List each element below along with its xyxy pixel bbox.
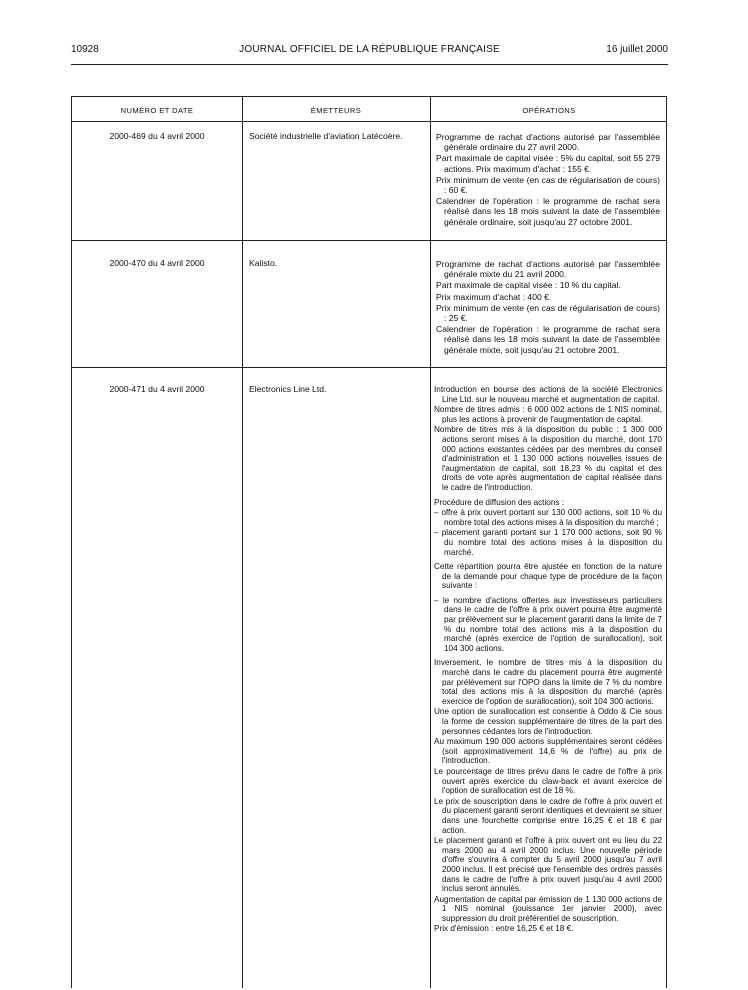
row-operations xyxy=(436,259,660,355)
row-operations xyxy=(436,132,660,227)
column-divider xyxy=(430,97,431,988)
operation-text: Le pourcentage de titres prévu dans le cadre de l'offre à prix ouvert après exercice du claw-back et avant exercice de l'option de surallocation est de 18 %. xyxy=(434,766,662,796)
operation-text: Nombre de titres admis : 6 000 002 actions de 1 NIS nominal, plus les actions à provenir de l'augmentation de capital. xyxy=(434,405,662,424)
operation-text: Programme de rachat d'actions autorisé par l'assemblée générale ordinaire du 27 avril 2000. xyxy=(436,132,660,153)
operation-text: Au maximum 190 000 actions supplémentaires seront cédées (soit approximativement 14,6 % de l'offre) au prix de l'introduction. xyxy=(434,737,662,766)
issue-date: 16 juillet 2000 xyxy=(606,44,668,55)
row-number-date: 2000-470 du 4 avril 2000 xyxy=(109,258,205,268)
row-operations xyxy=(434,385,662,934)
operation-text: Prix d'émission : entre 16,25 € et 18 €. xyxy=(434,924,574,934)
row-number-date: 2000-469 du 4 avril 2000 xyxy=(109,131,205,141)
operation-text: Inversement, le nombre de titres mis à la disposition du marché dans le cadre du placement pourra être augmenté par prélèvement sur l'OPO dans la limite de 7 % du nombre total des actions mis à la disposition du marché (après exercice de l'option de surallocation), soit 104 300 actions. xyxy=(434,658,662,706)
operation-text: Introduction en bourse des actions de la société Electronics Line Ltd. sur le nouveau marché et augmentation de capital. xyxy=(434,385,662,404)
row-issuer: Société industrielle d'aviation Latécoère. xyxy=(249,131,403,141)
operation-text: Une option de surallocation est consentie à Oddo & Cie sous la forme de cession supplémentaire de titres de la part des personnes cédantes lors de l'introduction. xyxy=(434,707,662,736)
operation-text: – placement garanti portant sur 1 170 000 actions, soit 90 % du nombre total des actions mises à la disposition du marché. xyxy=(434,528,662,557)
operation-text: Part maximale de capital visée : 5% du capital, soit 55 279 actions. Prix maximum d'achat : 155 €. xyxy=(436,153,660,174)
operation-text: – offre à prix ouvert portant sur 130 000 actions, soit 10 % du nombre total des actions mises à la disposition du marché ; xyxy=(434,508,662,527)
operation-text: Procédure de diffusion des actions : xyxy=(434,497,565,507)
operation-text: Prix maximum d'achat : 400 €. xyxy=(436,291,552,302)
row-divider xyxy=(72,367,666,368)
row-issuer: Kalisto. xyxy=(249,258,278,268)
operation-text: Cette répartition pourra être ajustée en fonction de la nature de la demande pour chaque type de procédure de la façon suivante : xyxy=(434,562,662,591)
column-header-issuers: ÉMETTEURS xyxy=(310,106,362,115)
operation-text: Le placement garanti et l'offre à prix ouvert ont eu lieu du 22 mars 2000 au 4 avril 2000 inclus. Une nouvelle période d'offre s'ouvrira à compter du 5 avril 2000 jusqu'au 7 avril 2000 inclus. Il est précisé que l'ensemble des ordres passés dans le cadre de l'offre à prix ouvert jusqu'au 4 avril 2000 inclus seront annulés. xyxy=(434,836,662,894)
row-number-date: 2000-471 du 4 avril 2000 xyxy=(109,384,205,394)
operation-text: Part maximale de capital visée : 10 % du capital. xyxy=(436,280,621,291)
page-number: 10928 xyxy=(71,44,99,55)
operation-text: Prix minimum de vente (en cas de régularisation de cours) : 60 €. xyxy=(436,174,660,196)
row-issuer: Electronics Line Ltd. xyxy=(249,384,327,394)
operation-text: Augmentation de capital par émission de 1 130 000 actions de 1 NIS nominal (jouissance 1er janvier 2000), avec suppression du droit préférentiel de souscription. xyxy=(434,894,662,923)
journal-title: JOURNAL OFFICIEL DE LA RÉPUBLIQUE FRANÇAISE xyxy=(239,44,500,55)
column-header-number-date: NUMÉRO ET DATE xyxy=(120,106,194,115)
column-divider xyxy=(242,97,243,988)
column-header-operations: OPÉRATIONS xyxy=(522,106,576,115)
row-divider xyxy=(72,240,666,241)
operation-text: Prix minimum de vente (en cas de régularisation de cours) : 25 €. xyxy=(436,302,660,324)
row-divider xyxy=(72,121,666,122)
page-header xyxy=(71,44,668,58)
header-rule xyxy=(71,64,668,65)
operation-text: Calendrier de l'opération : le programme de rachat sera réalisé dans les 18 mois suivant la date de l'assemblée générale ordinaire, soit jusqu'au 27 octobre 2001. xyxy=(436,196,660,227)
operation-text: Nombre de titres mis à la disposition du public : 1 300 000 actions seront mises à la disposition du marché, dont 170 000 actions existantes cédées par des membres du conseil d'administration et 1 130 000 actions nouvelles issues de l'augmentation de capital, soit 18,23 % du capital et des droits de vote après augmentation de capital réalisée dans le cadre de l'introduction. xyxy=(434,425,662,492)
operation-text: Le prix de souscription dans le cadre de l'offre à prix ouvert et du placement garanti seront identiques et devraient se situer dans une fourchette comprise entre 16,25 € et 18 € par action. xyxy=(434,796,662,835)
operations-table xyxy=(71,96,667,988)
operation-text: Calendrier de l'opération : le programme de rachat sera réalisé dans les 18 mois suivant la date de l'assemblée générale mixte, soit jusqu'au 21 octobre 2001. xyxy=(436,324,660,355)
operation-text: Programme de rachat d'actions autorisé par l'assemblée générale mixte du 21 avril 2000. xyxy=(436,259,660,280)
operation-text: – le nombre d'actions offertes aux investisseurs particuliers dans le cadre de l'offre à prix ouvert pourra être augmenté par prélèvement sur le placement garanti dans la limite de 7 % du nombre total des actions mis à la disposition du marché (après exercice de l'option de surallocation), soit 104 300 actions. xyxy=(434,595,662,653)
